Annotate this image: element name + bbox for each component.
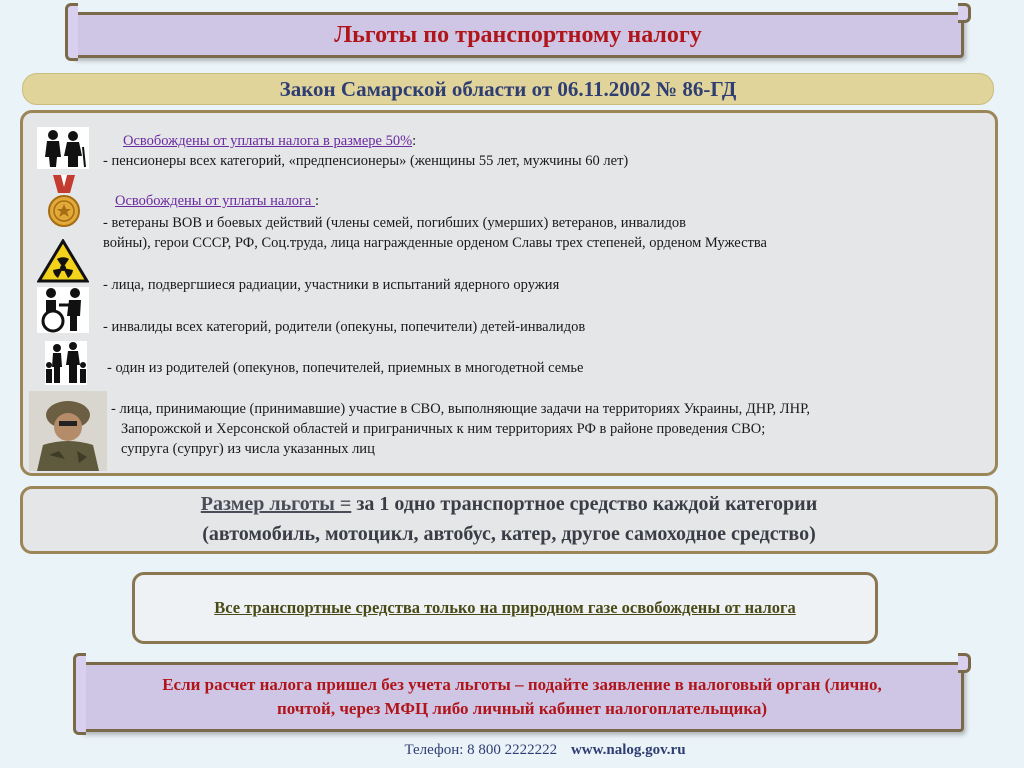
title-scroll bbox=[72, 12, 964, 58]
claim-line1: Если расчет налога пришел без учета льготы – подайте заявление в налоговый орган (лично, bbox=[162, 675, 882, 694]
pensioners-item: - пенсионеры всех категорий, «предпенсионеры» (женщины 55 лет, мужчины 60 лет) bbox=[103, 153, 629, 169]
veterans-item-line1: - ветераны ВОВ и боевых действий (члены семей, погибших (умерших) ветеранов, инвалидов bbox=[103, 215, 686, 231]
section2-colon: : bbox=[314, 193, 320, 209]
veterans-item-line2: войны), герои СССР, РФ, Соц.труда, лица награжденные орденом Славы трех степеней, орденом Мужества bbox=[103, 235, 767, 251]
pensioners-icon bbox=[37, 127, 89, 169]
benefit-size-rest: за 1 одно транспортное средство каждой категории bbox=[351, 493, 818, 515]
section1-colon: : bbox=[412, 133, 417, 149]
soldier-icon bbox=[29, 391, 107, 471]
radiation-item: - лица, подвергшиеся радиации, участники в испытаний ядерного оружия bbox=[103, 277, 560, 293]
section1-heading-row bbox=[123, 131, 416, 151]
footer-phone: Телефон: 8 800 2222222 bbox=[404, 742, 558, 758]
family-icon bbox=[45, 341, 87, 385]
claim-line2: почтой, через МФЦ либо личный кабинет налогоплательщика) bbox=[276, 699, 768, 718]
large-family-item: - один из родителей (опекунов, попечителей, приемных в многодетной семье bbox=[107, 360, 584, 376]
claim-text bbox=[83, 665, 961, 721]
svo-item-line2: Запорожской и Херсонской областей и приграничных к ним территориях РФ в районе проведения СВО; bbox=[121, 421, 766, 437]
medal-icon bbox=[47, 175, 81, 233]
disabled-item: - инвалиды всех категорий, родители (опекуны, попечители) детей-инвалидов bbox=[103, 319, 586, 335]
section2-heading: Освобождены от уплаты налога bbox=[115, 193, 315, 209]
gas-vehicles-text: Все транспортные средства только на природном газе освобождены от налога bbox=[214, 598, 796, 617]
benefit-size-line1 bbox=[23, 489, 995, 519]
benefits-panel bbox=[20, 110, 998, 476]
benefit-size-line2: (автомобиль, мотоцикл, автобус, катер, другое самоходное средство) bbox=[202, 523, 816, 545]
benefit-size-panel bbox=[20, 486, 998, 554]
svo-item-line3: супруга (супруг) из числа указанных лиц bbox=[121, 441, 375, 457]
law-banner: Закон Самарской области от 06.11.2002 № 86-ГД bbox=[22, 73, 994, 105]
svo-item-line1: - лица, принимающие (принимавшие) участие в СВО, выполняющие задачи на территориях Украины, ДНР, ЛНР, bbox=[111, 401, 810, 417]
gas-vehicles-panel bbox=[132, 572, 878, 644]
footer-site-link[interactable]: www.nalog.gov.ru bbox=[570, 742, 686, 758]
section2-heading-row bbox=[115, 191, 319, 211]
wheelchair-icon bbox=[37, 287, 89, 333]
footer bbox=[0, 742, 1024, 759]
claim-scroll bbox=[80, 662, 964, 732]
section1-heading: Освобождены от уплаты налога в размере 50% bbox=[123, 133, 413, 149]
radiation-icon bbox=[37, 239, 89, 283]
benefit-size-eq: = bbox=[339, 493, 352, 515]
benefit-size-label: Размер льготы bbox=[200, 493, 340, 515]
page-title: Льготы по транспортному налогу bbox=[334, 22, 702, 48]
